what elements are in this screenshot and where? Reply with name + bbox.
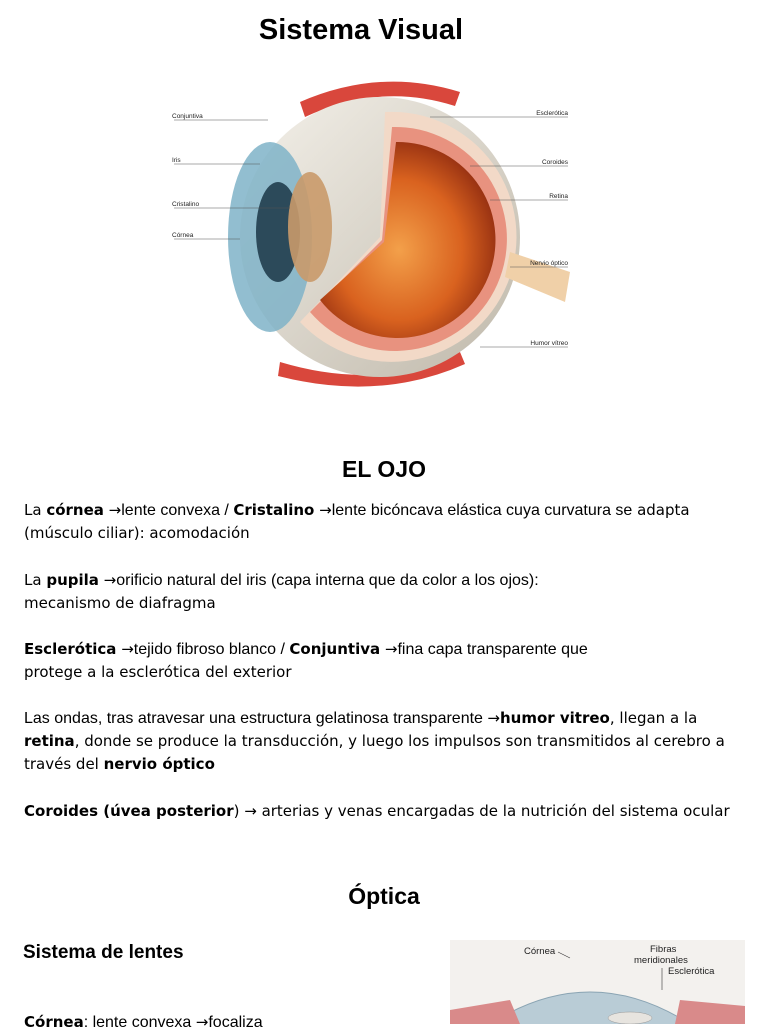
paragraph-cornea-lente: Córnea: lente convexa →focaliza: [24, 1013, 263, 1031]
fig2-label-meridionales: meridionales: [634, 955, 688, 966]
lens-top: [608, 1012, 652, 1024]
lens: [288, 172, 332, 282]
fig2-label-esclerotica: Esclerótica: [668, 966, 715, 977]
page-title: Sistema Visual: [258, 14, 464, 46]
fig2-label-cornea: Córnea: [524, 946, 556, 957]
eye-anatomy-figure: [160, 72, 580, 392]
label-retina: Retina: [549, 193, 568, 200]
label-iris: Iris: [172, 157, 181, 164]
label-conjuntiva: Conjuntiva: [172, 113, 203, 120]
section-heading-optica: Óptica: [348, 883, 420, 909]
label-cornea: Córnea: [172, 232, 194, 239]
label-coroides: Coroides: [541, 159, 568, 166]
subheading-sistema-de-lentes: Sistema de lentes: [23, 942, 184, 963]
lens-system-figure: [450, 940, 745, 1024]
label-cristalino: Cristalino: [172, 201, 200, 208]
paragraph-esclerotica: Esclerótica →tejido fibroso blanco / Conjuntiva →fina capa transparente que protege a la esclerótica del exterior: [24, 640, 588, 681]
section-heading-el-ojo: EL OJO: [342, 456, 426, 482]
paragraph-coroides: Coroides (úvea posterior) → arterias y venas encargadas de la nutrición del sistema ocular: [24, 802, 730, 820]
fig2-label-fibras: Fibras: [650, 944, 677, 955]
paragraph-humor-vitreo: Las ondas, tras atravesar una estructura gelatinosa transparente →humor vitreo, llegan a la retina, donde se produce la transducción, y luego los impulsos son transmitidos al cerebro a través del nervio óptico: [24, 709, 725, 773]
label-esclerotica: Esclerótica: [536, 110, 568, 117]
paragraph-pupila: La pupila →orificio natural del iris (capa interna que da color a los ojos): mecanismo de diafragma: [24, 571, 539, 612]
label-humor-vitreo: Humor vítreo: [530, 340, 568, 347]
paragraph-cornea-cristalino: La córnea →lente convexa / Cristalino →lente bicóncava elástica cuya curvatura se adapta (músculo ciliar): acomodación: [24, 501, 690, 542]
label-nervio-optico: Nervio óptico: [530, 260, 568, 267]
